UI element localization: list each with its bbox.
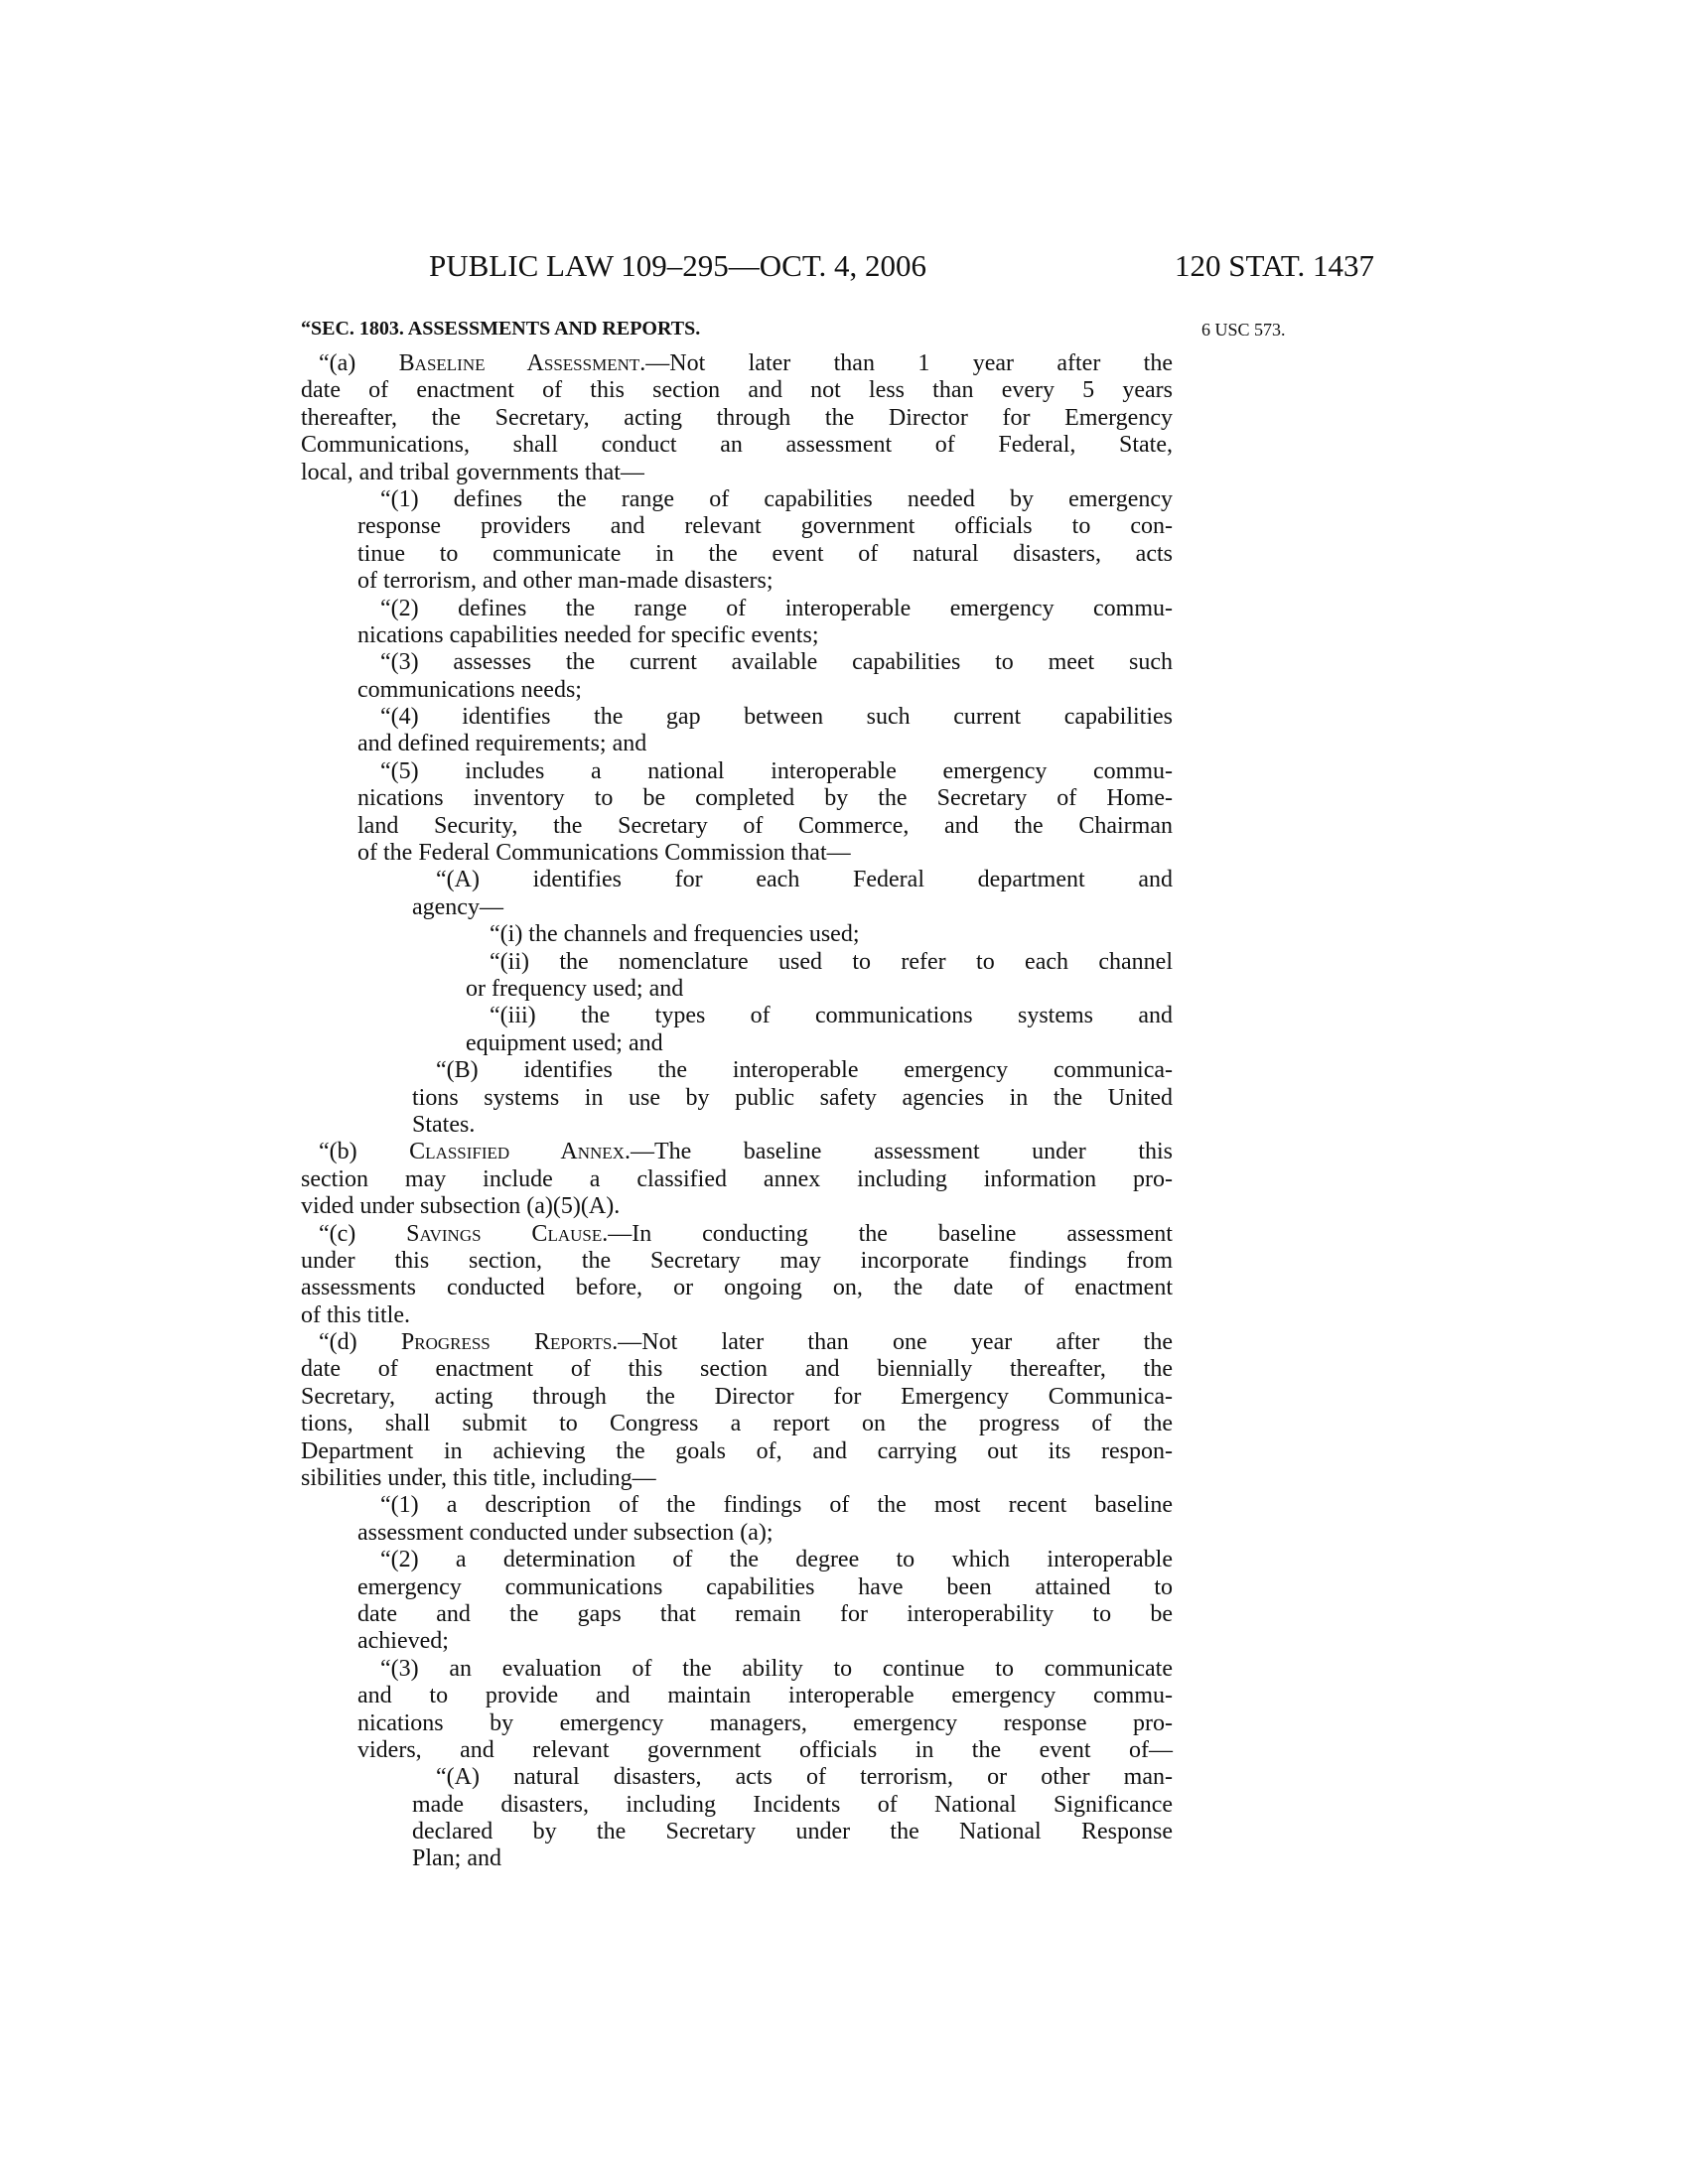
text-line bbox=[301, 1085, 1173, 1112]
text-line bbox=[301, 377, 1173, 404]
text-segment: Department in achieving the goals of, and carrying out its respon- bbox=[301, 1437, 1173, 1464]
text-segment: .—Not later than 1 year after the bbox=[639, 350, 1174, 376]
text-line bbox=[301, 1819, 1173, 1845]
text-line bbox=[301, 541, 1173, 568]
text-line bbox=[301, 704, 1173, 731]
text-segment: “(b) bbox=[319, 1139, 410, 1165]
text-line bbox=[301, 460, 1173, 486]
text-segment: of terrorism, and other man-made disasters; bbox=[357, 568, 774, 595]
text-line bbox=[301, 677, 1173, 704]
text-line bbox=[301, 1193, 1173, 1220]
subsection-heading: Baseline Assessment bbox=[398, 350, 640, 376]
text-segment: “(1) defines the range of capabilities needed by emergency bbox=[380, 485, 1173, 512]
text-line bbox=[301, 813, 1173, 840]
text-segment: “(A) identifies for each Federal department and bbox=[436, 867, 1173, 893]
text-line bbox=[301, 1003, 1173, 1029]
text-line bbox=[301, 894, 1173, 921]
text-line bbox=[301, 1492, 1173, 1519]
text-line bbox=[301, 350, 1173, 377]
text-line bbox=[301, 1683, 1173, 1709]
text-segment: assessments conducted before, or ongoing on, the date of enactment bbox=[301, 1275, 1173, 1301]
text-segment: local, and tribal governments that— bbox=[301, 459, 644, 485]
text-segment: viders, and relevant government officials in the event of— bbox=[357, 1736, 1173, 1763]
text-segment: “(d) bbox=[319, 1329, 401, 1356]
text-segment: achieved; bbox=[357, 1628, 449, 1655]
text-line bbox=[301, 949, 1173, 976]
text-line bbox=[301, 568, 1173, 595]
text-line bbox=[301, 1710, 1173, 1737]
text-segment: communications needs; bbox=[357, 676, 582, 703]
text-segment: equipment used; and bbox=[466, 1029, 663, 1056]
text-segment: made disasters, including Incidents of National Significance bbox=[412, 1791, 1173, 1818]
text-line bbox=[301, 1166, 1173, 1193]
text-line bbox=[301, 622, 1173, 649]
text-segment: “(ii) the nomenclature used to refer to each channel bbox=[490, 948, 1173, 975]
text-line bbox=[301, 1030, 1173, 1057]
text-segment: Secretary, acting through the Director for Emergency Communica- bbox=[301, 1383, 1173, 1410]
text-segment: tions, shall submit to Congress a report on the progress of the bbox=[301, 1411, 1173, 1437]
text-segment: .—The baseline assessment under this bbox=[624, 1139, 1173, 1165]
text-line bbox=[301, 1792, 1173, 1819]
text-line bbox=[301, 1221, 1173, 1248]
text-segment: .—Not later than one year after the bbox=[612, 1329, 1173, 1356]
text-line bbox=[301, 1139, 1173, 1165]
text-line bbox=[301, 1465, 1173, 1492]
text-segment: nications capabilities needed for specific events; bbox=[357, 621, 819, 648]
text-line bbox=[301, 976, 1173, 1003]
text-segment: Plan; and bbox=[412, 1845, 501, 1872]
text-segment: “(1) a description of the findings of the most recent baseline bbox=[380, 1492, 1173, 1519]
text-segment: section may include a classified annex including information pro- bbox=[301, 1165, 1173, 1192]
margin-note-citation: 6 USC 573. bbox=[1201, 320, 1286, 340]
text-line bbox=[301, 921, 1173, 948]
text-line bbox=[301, 596, 1173, 622]
text-line bbox=[301, 649, 1173, 676]
text-segment: vided under subsection (a)(5)(A). bbox=[301, 1193, 621, 1220]
text-segment: agency— bbox=[412, 893, 503, 920]
text-line bbox=[301, 1547, 1173, 1573]
text-segment: assessment conducted under subsection (a); bbox=[357, 1519, 774, 1546]
text-segment: tinue to communicate in the event of natural disasters, acts bbox=[357, 540, 1173, 567]
text-line bbox=[301, 1520, 1173, 1547]
text-line bbox=[301, 1601, 1173, 1628]
text-segment: declared by the Secretary under the National Response bbox=[412, 1819, 1173, 1845]
text-segment: Communications, shall conduct an assessment of Federal, State, bbox=[301, 432, 1173, 459]
text-segment: date and the gaps that remain for interoperability to be bbox=[357, 1600, 1173, 1627]
text-segment: “(3) an evaluation of the ability to continue to communicate bbox=[380, 1655, 1173, 1682]
text-line bbox=[301, 486, 1173, 513]
text-line bbox=[301, 1384, 1173, 1411]
text-line bbox=[301, 1248, 1173, 1275]
text-line bbox=[301, 1356, 1173, 1383]
text-line bbox=[301, 731, 1173, 757]
text-segment: tions systems in use by public safety agencies in the United bbox=[412, 1084, 1173, 1111]
text-segment: nications by emergency managers, emergency response pro- bbox=[357, 1709, 1173, 1736]
running-header-title: PUBLIC LAW 109–295—OCT. 4, 2006 bbox=[429, 248, 926, 283]
text-line bbox=[301, 1845, 1173, 1872]
text-segment: thereafter, the Secretary, acting through the Director for Emergency bbox=[301, 404, 1173, 431]
text-segment: of this title. bbox=[301, 1301, 410, 1328]
text-segment: and to provide and maintain interoperable emergency commu- bbox=[357, 1683, 1173, 1709]
text-segment: or frequency used; and bbox=[466, 975, 684, 1002]
section-heading: “SEC. 1803. ASSESSMENTS AND REPORTS. bbox=[301, 318, 701, 340]
text-line bbox=[301, 758, 1173, 785]
subsection-heading: Progress Reports bbox=[400, 1329, 613, 1356]
text-segment: “(a) bbox=[319, 350, 399, 376]
running-header-page: 120 STAT. 1437 bbox=[1175, 248, 1375, 283]
text-line bbox=[301, 405, 1173, 432]
text-segment: “(5) includes a national interoperable emergency commu- bbox=[380, 757, 1173, 784]
text-segment: sibilities under, this title, including— bbox=[301, 1465, 656, 1492]
text-segment: “(B) identifies the interoperable emergency communica- bbox=[436, 1057, 1173, 1084]
text-segment: under this section, the Secretary may incorporate findings from bbox=[301, 1247, 1173, 1274]
text-segment: “(2) defines the range of interoperable emergency commu- bbox=[380, 595, 1173, 621]
text-line bbox=[301, 1112, 1173, 1139]
text-line bbox=[301, 513, 1173, 540]
text-line bbox=[301, 1764, 1173, 1791]
text-segment: date of enactment of this section and biennially thereafter, the bbox=[301, 1356, 1173, 1383]
statute-body bbox=[301, 350, 1173, 1873]
text-line bbox=[301, 1628, 1173, 1655]
text-segment: date of enactment of this section and not less than every 5 years bbox=[301, 377, 1173, 404]
text-segment: and defined requirements; and bbox=[357, 731, 647, 757]
text-segment: .—In conducting the baseline assessment bbox=[602, 1220, 1173, 1247]
text-segment: “(4) identifies the gap between such current capabilities bbox=[380, 704, 1173, 731]
text-line bbox=[301, 1057, 1173, 1084]
text-segment: “(iii) the types of communications systems and bbox=[490, 1003, 1173, 1029]
text-segment: “(c) bbox=[319, 1220, 407, 1247]
text-segment: States. bbox=[412, 1111, 476, 1138]
text-segment: response providers and relevant government officials to con- bbox=[357, 513, 1173, 540]
text-line bbox=[301, 1737, 1173, 1764]
text-segment: land Security, the Secretary of Commerce, and the Chairman bbox=[357, 812, 1173, 839]
text-segment: “(2) a determination of the degree to which interoperable bbox=[380, 1547, 1173, 1573]
text-line bbox=[301, 1574, 1173, 1601]
text-segment: of the Federal Communications Commission that— bbox=[357, 840, 851, 867]
text-line bbox=[301, 840, 1173, 867]
text-line bbox=[301, 867, 1173, 893]
subsection-heading: Classified Annex bbox=[409, 1139, 625, 1165]
text-line bbox=[301, 1656, 1173, 1683]
text-line bbox=[301, 1302, 1173, 1329]
subsection-heading: Savings Clause bbox=[406, 1220, 603, 1247]
text-line bbox=[301, 1411, 1173, 1437]
text-segment: nications inventory to be completed by the Secretary of Home- bbox=[357, 785, 1173, 812]
text-segment: “(A) natural disasters, acts of terrorism, or other man- bbox=[436, 1764, 1173, 1791]
text-line bbox=[301, 1438, 1173, 1465]
text-segment: emergency communications capabilities have been attained to bbox=[357, 1573, 1173, 1600]
text-line bbox=[301, 1329, 1173, 1356]
text-line bbox=[301, 785, 1173, 812]
text-segment: “(i) the channels and frequencies used; bbox=[490, 921, 860, 948]
text-line bbox=[301, 1275, 1173, 1301]
text-line bbox=[301, 432, 1173, 459]
text-segment: “(3) assesses the current available capabilities to meet such bbox=[380, 649, 1173, 676]
